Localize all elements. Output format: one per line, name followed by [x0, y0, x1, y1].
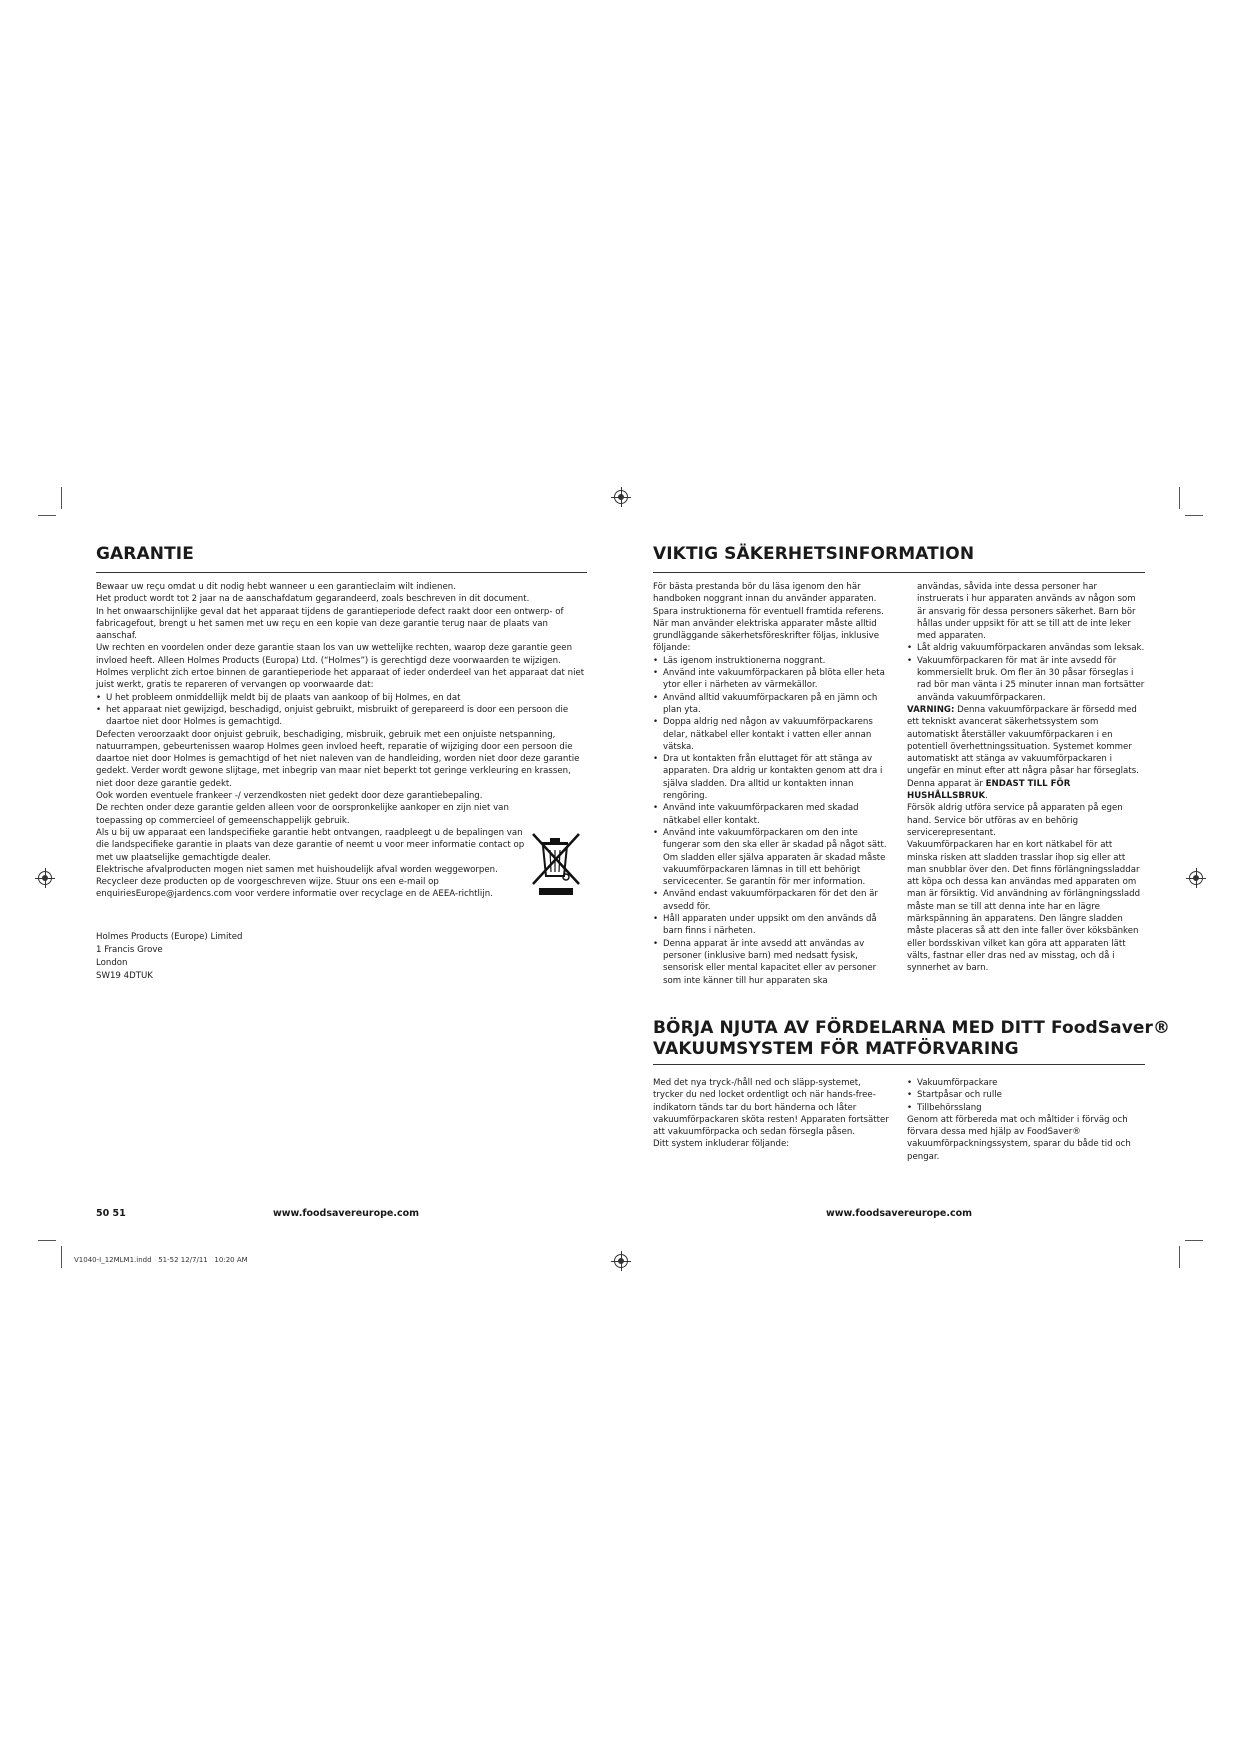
paragraph: Vakuumförpackaren har en kort nätkabel för att minska risken att sladden trasslar ihop sig eller att man snubblar över den. Det finns förlängningssladdar att köpa och dessa kan användas med apparaten om man är försiktig. Vid användning av förlängningssladd måste man se till att denna inte har en lägre märkspänning än apparatens. Den längre sladden måste placeras så att den inte faller över köksbänken eller bordsskivan vilket kan göra att apparaten lätt välts, fastnar eller dras ned av misstag, och då i synnerhet av barn.: [907, 840, 1141, 974]
paragraph: Försök aldrig utföra service på apparaten på egen hand. Service bör utföras av en behörig servicerepresentant.: [907, 803, 1123, 838]
crop-mark: [1179, 1246, 1180, 1268]
registration-mark-icon: [1189, 871, 1203, 885]
list-item: • Använd inte vakuumförpackaren om den inte fungerar som den ska eller är skadad på något sätt. Om sladden eller själva apparaten är skadad måste vakuumförpackaren lämnas in till ett behörigt servicecenter. Se garantin för mer information.: [653, 827, 891, 888]
paragraph: De rechten onder deze garantie gelden alleen voor de oorspronkelijke aankoper en zijn niet van toepassing op commercieel of gemeenschappelijk gebruik.: [96, 803, 509, 826]
address-line: 1 Francis Grove: [96, 945, 163, 955]
foodsaver-col1: [653, 1077, 891, 1151]
paragraph: Ditt system inkluderar följande:: [653, 1139, 790, 1150]
garantie-conditions-list: [96, 692, 586, 729]
paragraph: In het onwaarschijnlijke geval dat het apparaat tijdens de garantieperiode defect raakt door een ontwerp- of fabricagefout, brengt u het samen met uw reçu en een kopie van deze garantie terug naar de plaats van aanschaf.: [96, 606, 564, 642]
section-title-line: BÖRJA NJUTA AV FÖRDELARNA MED DITT FoodSaver®: [653, 1018, 1171, 1038]
address-line: Holmes Products (Europe) Limited: [96, 932, 243, 942]
crop-mark: [38, 515, 56, 516]
crop-mark: [1185, 515, 1203, 516]
household-text: Denna apparat är: [907, 778, 986, 789]
paragraph: Defecten veroorzaakt door onjuist gebruik, beschadiging, misbruik, gebruik met een onjuiste netspanning, natuurrampen, gebeurtenissen waarop Holmes geen invloed heeft, reparatie of wijziging door een persoon die daartoe niet door Holmes is gemachtigd of het niet naleven van de handleiding, worden niet door deze garantie gedekt. Verder wordt gewone slijtage, met inbegrip van maar niet beperkt tot geringe verkleuring en krassen, niet door deze garantie gedekt.: [96, 729, 580, 789]
print-slug: V1040-I_12MLM1.indd 51-52 12/7/11 10:20 AM: [74, 1256, 248, 1264]
safety-list: [907, 642, 1145, 703]
page-title-safety: VIKTIG SÄKERHETSINFORMATION: [653, 544, 975, 564]
crop-mark: [61, 487, 62, 509]
paragraph: Bewaar uw reçu omdat u dit nodig hebt wanneer u een garantieclaim wilt indienen.: [96, 582, 456, 592]
list-item: • Låt aldrig vakuumförpackaren användas som leksak.: [907, 642, 1145, 654]
safety-list: [653, 655, 891, 987]
section-title-foodsaver: [653, 1018, 1170, 1060]
list-item: • Läs igenom instruktionerna noggrant.: [653, 655, 891, 667]
paragraph: Elektrische afvalproducten mogen niet samen met huishoudelijk afval worden weggeworpen. Recycleer deze producten op de voorgeschreven wijze. Stuur ons een e-mail op enquiriesEurope@jardencs.com voor verdere informatie over recyclage en de AEEA-richtlijn.: [96, 864, 498, 900]
title-rule: [653, 1064, 1145, 1065]
paragraph: Het product wordt tot 2 jaar na de aanschafdatum gegarandeerd, zoals beschreven in dit document.: [96, 594, 530, 605]
list-item: • Denna apparat är inte avsedd att användas av personer (inklusive barn) med nedsatt fysisk, sensorisk eller mental kapacitet eller av personer som inte känner till hur apparaten ska: [653, 938, 891, 987]
list-item: • Vakuumförpackaren för mat är inte avsedd för kommersiellt bruk. Om fler än 30 påsar förseglas i rad bör man vänta i 25 minuter innan man fortsätter använda vakuumförpackaren.: [907, 655, 1145, 704]
list-item: • het apparaat niet gewijzigd, beschadigd, onjuist gebruikt, misbruikt of gerepareerd is door een persoon die daartoe niet door Holmes is gemachtigd.: [96, 704, 586, 729]
crop-mark: [61, 1246, 62, 1268]
address-line: SW19 4DTUK: [96, 971, 153, 981]
footer-url-left[interactable]: www.foodsavereurope.com: [273, 1208, 420, 1219]
footer-url-right[interactable]: www.foodsavereurope.com: [826, 1208, 973, 1219]
list-item: • Doppa aldrig ned någon av vakuumförpackarens delar, nätkabel eller kontakt i vatten eller annan vätska.: [653, 716, 891, 753]
warning-paragraph: [907, 704, 1145, 778]
page-title-garantie: GARANTIE: [96, 544, 194, 564]
system-contents-list: [907, 1077, 1145, 1114]
list-item: • Tillbehörsslang: [907, 1102, 1145, 1114]
registration-mark-icon: [38, 871, 52, 885]
safety-col1: [653, 581, 891, 987]
paragraph: Als u bij uw apparaat een landspecifieke garantie hebt ontvangen, raadpleegt u de bepalingen van die landspecifieke garantie in plaats van deze garantie of neemt u voor meer informatie contact op met uw plaatselijke gemachtigde dealer.: [96, 827, 525, 863]
section-title-line: VAKUUMSYSTEM FÖR MATFÖRVARING: [653, 1039, 1019, 1059]
weee-bin-icon: [528, 830, 584, 900]
registration-mark-icon: [614, 1254, 628, 1268]
list-item: • Startpåsar och rulle: [907, 1089, 1145, 1101]
paragraph: Genom att förbereda mat och måltider i förväg och förvara dessa med hjälp av FoodSaver® vakuumförpackningssystem, sparar du både tid och pengar.: [907, 1114, 1131, 1162]
paragraph: Holmes verplicht zich ertoe binnen de garantieperiode het apparaat of ieder onderdeel van het apparaat dat niet juist werkt, gratis te repareren of vervangen op voorwaarde dat:: [96, 668, 585, 691]
household-emphasis: ENDAST TILL FÖR HUSHÅLLSBRUK: [907, 778, 1071, 802]
list-item: • Använd inte vakuumförpackaren med skadad nätkabel eller kontakt.: [653, 802, 891, 827]
list-item: • Använd endast vakuumförpackaren för det den är avsedd för.: [653, 888, 891, 913]
page-numbers: 50 51: [96, 1208, 126, 1219]
list-item: • Använd inte vakuumförpackaren på blöta eller heta ytor eller i närheten av värmekällor.: [653, 667, 891, 692]
title-rule: [653, 572, 1145, 573]
safety-col2: [907, 581, 1145, 975]
paragraph: Uw rechten en voordelen onder deze garantie staan los van uw wettelijke rechten, waarop deze garantie geen invloed heeft. Alleen Holmes Products (Europa) Ltd. (“Holmes”) is gerechtigd deze voorwaarden te wijzigen.: [96, 643, 573, 666]
household-text-end: .: [985, 791, 988, 802]
garantie-body: [96, 581, 586, 901]
crop-mark: [1185, 1240, 1203, 1241]
list-item: • Vakuumförpackare: [907, 1077, 1145, 1089]
list-item: • Använd alltid vakuumförpackaren på en jämn och plan yta.: [653, 692, 891, 717]
paragraph: användas, såvida inte dessa personer har instruerats i hur apparaten används av någon som är ansvarig för dessa personers säkerhet. Barn bör hållas under uppsikt för att se till att de inte leker med apparaten.: [917, 582, 1136, 642]
paragraph: Ook worden eventuele frankeer -/ verzendkosten niet gedekt door deze garantiebepaling.: [96, 791, 483, 802]
list-item: • Dra ut kontakten från eluttaget för att stänga av apparaten. Dra aldrig ur kontakten genom att dra i själva sladden. Dra alltid ur kontakten innan rengöring.: [653, 753, 891, 802]
warning-text: Denna vakuumförpackare är försedd med ett tekniskt avancerat säkerhetssystem som automatiskt återställer vakuumförpackaren i en potentiell överhettningssituation. Systemet kommer automatiskt att stänga av vakuumförpackaren i ungefär en minut efter att några påsar har förseglats.: [907, 704, 1139, 777]
foodsaver-col2: [907, 1077, 1145, 1163]
crop-mark: [1179, 487, 1180, 509]
household-paragraph: [907, 778, 1145, 803]
crop-mark: [38, 1240, 56, 1241]
list-item: • Håll apparaten under uppsikt om den används då barn finns i närheten.: [653, 913, 891, 938]
warning-label: VARNING:: [907, 704, 955, 715]
address-block: [96, 931, 396, 983]
registration-mark-icon: [614, 490, 628, 504]
address-line: London: [96, 958, 128, 968]
paragraph: Med det nya tryck-/håll ned och släpp-systemet, trycker du ned locket ordentligt och när hands-free-indikatorn tänds tar du bort händerna och låter vakuumförpackaren sköta resten! Apparaten fortsätter att vakuumförpacka och sedan försegla påsen.: [653, 1078, 889, 1138]
title-rule: [96, 572, 587, 573]
list-item: • U het probleem onmiddellijk meldt bij de plaats van aankoop of bij Holmes, en dat: [96, 692, 586, 704]
paragraph: För bästa prestanda bör du läsa igenom den här handboken noggrant innan du använder apparaten. Spara instruktionerna för eventuell framtida referens. När man använder elektriska apparater måste alltid grundläggande säkerhetsföreskrifter följas, inklusive följande:: [653, 582, 884, 654]
